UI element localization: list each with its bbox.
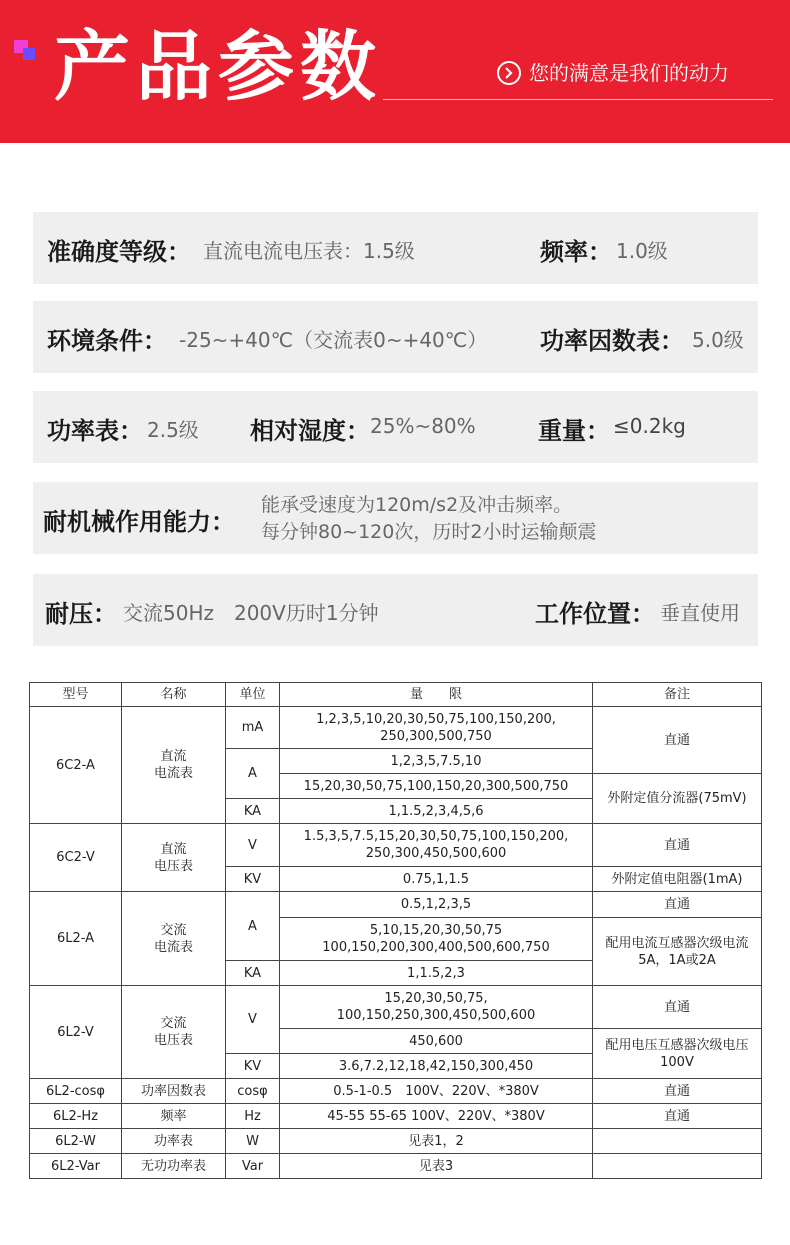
- mechanical-label: 耐机械作用能力：: [43, 508, 235, 536]
- range-cell: 0.5,1,2,3,5: [280, 892, 593, 918]
- table-row: [30, 707, 762, 749]
- table-row: [30, 1154, 762, 1179]
- power-factor-value: 5.0级: [692, 328, 744, 352]
- model-cell: 6C2-A: [30, 707, 122, 824]
- unit-cell: V: [226, 824, 280, 867]
- note-cell: 直通: [593, 707, 762, 774]
- power-value: 2.5级: [147, 418, 199, 442]
- unit-cell: V: [226, 986, 280, 1054]
- name-cell: 无功功率表: [122, 1154, 226, 1179]
- table-row: [30, 892, 762, 918]
- model-cell: 6L2-W: [30, 1129, 122, 1154]
- humidity-value: 25%~80%: [370, 414, 476, 438]
- note-cell: 配用电压互感器次级电压 100V: [593, 1029, 762, 1079]
- mechanical-line1: 能承受速度为120m/s2及冲击频率。: [261, 494, 573, 516]
- model-cell: 6L2-cosφ: [30, 1079, 122, 1104]
- unit-cell: cosφ: [226, 1079, 280, 1104]
- position-label: 工作位置：: [535, 600, 655, 628]
- range-cell: 45-55 55-65 100V、220V、*380V: [280, 1104, 593, 1129]
- model-cell: 6L2-Hz: [30, 1104, 122, 1129]
- note-cell: 直通: [593, 1079, 762, 1104]
- accuracy-value: 直流电流电压表：1.5级: [203, 239, 415, 263]
- spec-card-environment: [33, 301, 758, 373]
- name-cell: 交流 电压表: [122, 986, 226, 1079]
- table-row: [30, 1079, 762, 1104]
- unit-cell: KV: [226, 867, 280, 892]
- spec-card-power: [33, 391, 758, 463]
- weight-value: ≤0.2kg: [613, 414, 686, 438]
- note-cell: 配用电流互感器次级电流 5A，1A或2A: [593, 918, 762, 986]
- range-cell: 5,10,15,20,30,50,75 100,150,200,300,400,500,600,750: [280, 918, 593, 961]
- table-row: [30, 1129, 762, 1154]
- range-cell: 见表3: [280, 1154, 593, 1179]
- range-cell: 0.5-1-0.5 100V、220V、*380V: [280, 1079, 593, 1104]
- header-note: 备注: [593, 683, 762, 707]
- spec-card-mechanical: [33, 482, 758, 554]
- range-cell: 见表1，2: [280, 1129, 593, 1154]
- frequency-label: 频率：: [540, 238, 612, 266]
- logo-squares-icon: [14, 40, 44, 68]
- note-cell: 外附定值电阻器(1mA): [593, 867, 762, 892]
- note-cell: 外附定值分流器(75mV): [593, 774, 762, 824]
- name-cell: 频率: [122, 1104, 226, 1129]
- humidity-label: 相对湿度：: [250, 417, 370, 445]
- note-cell: [593, 1129, 762, 1154]
- range-cell: 1.5,3,5,7.5,15,20,30,50,75,100,150,200, 250,300,450,500,600: [280, 824, 593, 867]
- header-unit: 单位: [226, 683, 280, 707]
- unit-cell: mA: [226, 707, 280, 749]
- environment-value: -25~+40℃（交流表0~+40℃）: [179, 328, 488, 352]
- note-cell: [593, 1154, 762, 1179]
- spec-card-accuracy: [33, 212, 758, 284]
- table-row: [30, 1104, 762, 1129]
- header-range: 量 限: [280, 683, 593, 707]
- model-cell: 6C2-V: [30, 824, 122, 892]
- mechanical-line2: 每分钟80~120次，历时2小时运输颠震: [261, 521, 597, 543]
- range-cell: 3.6,7.2,12,18,42,150,300,450: [280, 1054, 593, 1079]
- frequency-value: 1.0级: [616, 239, 668, 263]
- model-cell: 6L2-A: [30, 892, 122, 986]
- spec-table: [29, 682, 762, 1179]
- power-label: 功率表：: [47, 417, 143, 445]
- header-banner: [0, 0, 790, 143]
- name-cell: 功率因数表: [122, 1079, 226, 1104]
- range-cell: 15,20,30,50,75,100,150,20,300,500,750: [280, 774, 593, 799]
- position-value: 垂直使用: [660, 601, 740, 625]
- voltage-label: 耐压：: [45, 600, 117, 628]
- range-cell: 1,1.5,2,3: [280, 961, 593, 986]
- voltage-value: 交流50Hz 200V历时1分钟: [123, 601, 379, 625]
- unit-cell: KA: [226, 961, 280, 986]
- power-factor-label: 功率因数表：: [540, 327, 684, 355]
- name-cell: 直流 电流表: [122, 707, 226, 824]
- range-cell: 15,20,30,50,75, 100,150,250,300,450,500,600: [280, 986, 593, 1029]
- name-cell: 直流 电压表: [122, 824, 226, 892]
- table-row: [30, 824, 762, 867]
- note-cell: 直通: [593, 892, 762, 918]
- unit-cell: W: [226, 1129, 280, 1154]
- unit-cell: Var: [226, 1154, 280, 1179]
- chevron-right-circle-icon: [497, 61, 521, 85]
- name-cell: 功率表: [122, 1129, 226, 1154]
- name-cell: 交流 电流表: [122, 892, 226, 986]
- unit-cell: A: [226, 749, 280, 799]
- note-cell: 直通: [593, 824, 762, 867]
- spec-card-voltage: [33, 574, 758, 646]
- slogan: [497, 59, 729, 87]
- range-cell: 1,1.5,2,3,4,5,6: [280, 799, 593, 824]
- note-cell: 直通: [593, 1104, 762, 1129]
- unit-cell: A: [226, 892, 280, 961]
- header-divider: [383, 99, 773, 100]
- range-cell: 450,600: [280, 1029, 593, 1054]
- unit-cell: KV: [226, 1054, 280, 1079]
- table-row: [30, 986, 762, 1029]
- model-cell: 6L2-V: [30, 986, 122, 1079]
- range-cell: 1,2,3,5,10,20,30,50,75,100,150,200, 250,300,500,750: [280, 707, 593, 749]
- slogan-text: 您的满意是我们的动力: [529, 61, 729, 85]
- accuracy-label: 准确度等级：: [47, 238, 191, 266]
- range-cell: 0.75,1,1.5: [280, 867, 593, 892]
- note-cell: 直通: [593, 986, 762, 1029]
- weight-label: 重量：: [538, 417, 610, 445]
- unit-cell: Hz: [226, 1104, 280, 1129]
- header-name: 名称: [122, 683, 226, 707]
- environment-label: 环境条件：: [47, 327, 167, 355]
- model-cell: 6L2-Var: [30, 1154, 122, 1179]
- unit-cell: KA: [226, 799, 280, 824]
- range-cell: 1,2,3,5,7.5,10: [280, 749, 593, 774]
- table-header-row: [30, 683, 762, 707]
- header-model: 型号: [30, 683, 122, 707]
- page-title: 产品参数: [54, 22, 382, 111]
